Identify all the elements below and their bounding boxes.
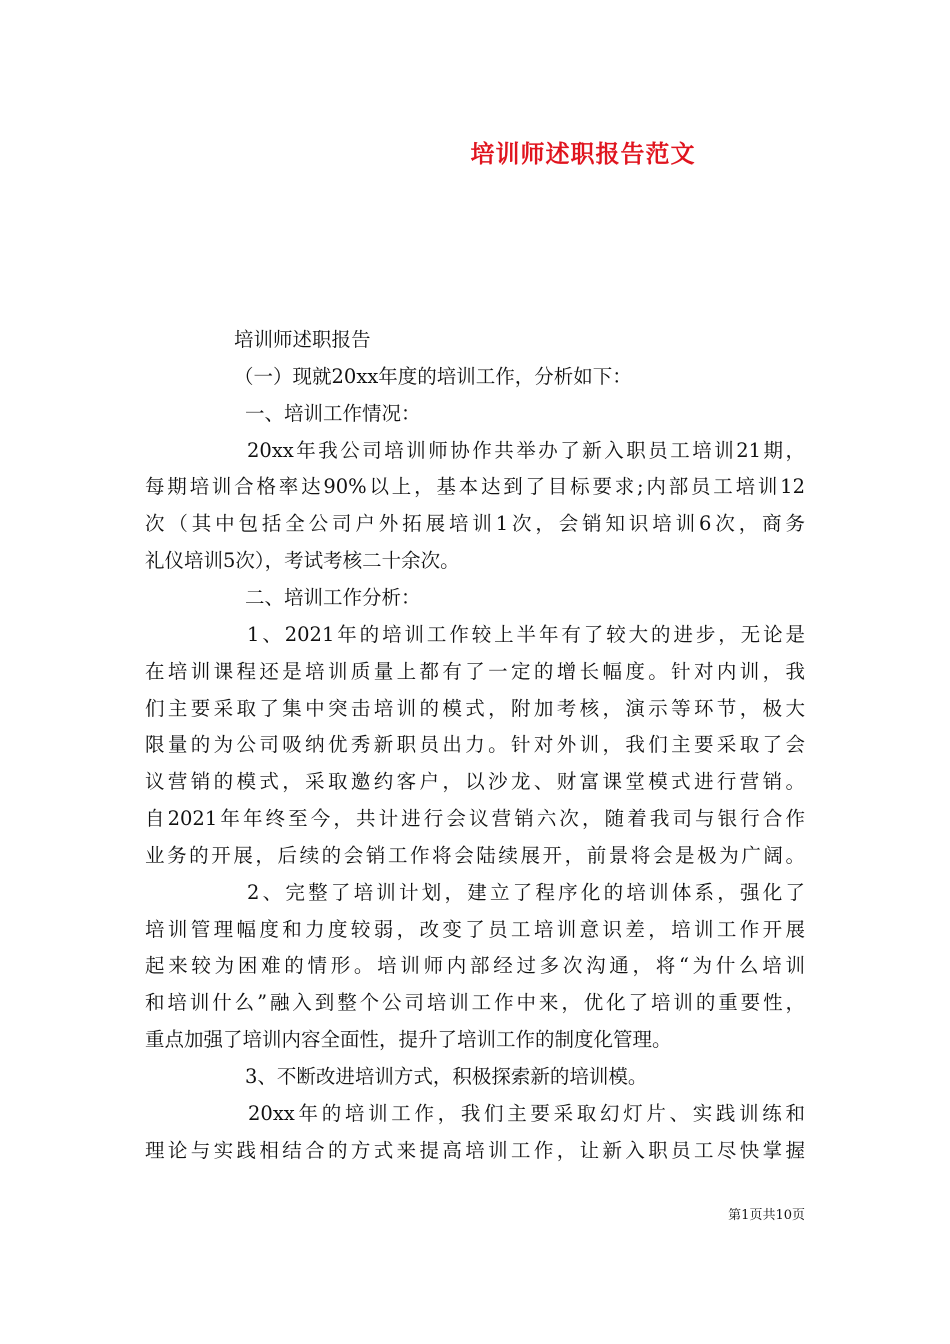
text-line: 业务的开展，后续的会销工作将会陆续展开，前景将会是极为广阔。 [145,843,805,867]
text-line: 二、培训工作分析： [245,585,421,609]
text-line: 培训师述职报告 [234,328,371,351]
text-line: 自2021年年终至今，共计进行会议营销六次，随着我司与银行合作 [145,807,805,831]
text-line: 在培训课程还是培训质量上都有了一定的增长幅度。针对内训，我 [145,659,805,683]
document-title: 培训师述职报告范文 [470,139,696,168]
text-line: 培训管理幅度和力度较弱，改变了员工培训意识差，培训工作开展 [145,917,805,941]
text-line: 限量的为公司吸纳优秀新职员出力。针对外训，我们主要采取了会 [145,733,805,757]
text-line: 20xx年的培训工作，我们主要采取幻灯片、实践训练和 [248,1101,805,1125]
text-line: 每期培训合格率达90%以上，基本达到了目标要求;内部员工培训12 [145,475,805,499]
text-line: 重点加强了培训内容全面性，提升了培训工作的制度化管理。 [145,1028,672,1052]
text-line: 议营销的模式，采取邀约客户，以沙龙、财富课堂模式进行营销。 [145,770,805,794]
text-line: 和培训什么”融入到整个公司培训工作中来，优化了培训的重要性， [145,991,805,1015]
text-line: 理论与实践相结合的方式来提高培训工作，让新入职员工尽快掌握 [145,1138,805,1162]
text-line: 3、不断改进培训方式，积极探索新的培训模。 [245,1065,648,1088]
text-line: 一、培训工作情况： [245,401,421,425]
text-line: （一）现就20xx年度的培训工作，分析如下： [234,364,632,388]
text-line: 们主要采取了集中突击培训的模式，附加考核，演示等环节，极大 [145,696,805,720]
page-number: 第1页共10页 [728,1208,805,1223]
text-line: 1、2021年的培训工作较上半年有了较大的进步，无论是 [247,622,805,646]
text-line: 起来较为困难的情形。培训师内部经过多次沟通，将“为什么培训 [145,954,805,978]
text-line: 次（其中包括全公司户外拓展培训1次，会销知识培训6次，商务 [145,512,805,536]
text-line: 20xx年我公司培训师协作共举办了新入职员工培训21期， [247,438,805,462]
text-line: 礼仪培训5次），考试考核二十余次。 [145,549,460,573]
text-line: 2、完整了培训计划，建立了程序化的培训体系，强化了 [247,880,805,904]
